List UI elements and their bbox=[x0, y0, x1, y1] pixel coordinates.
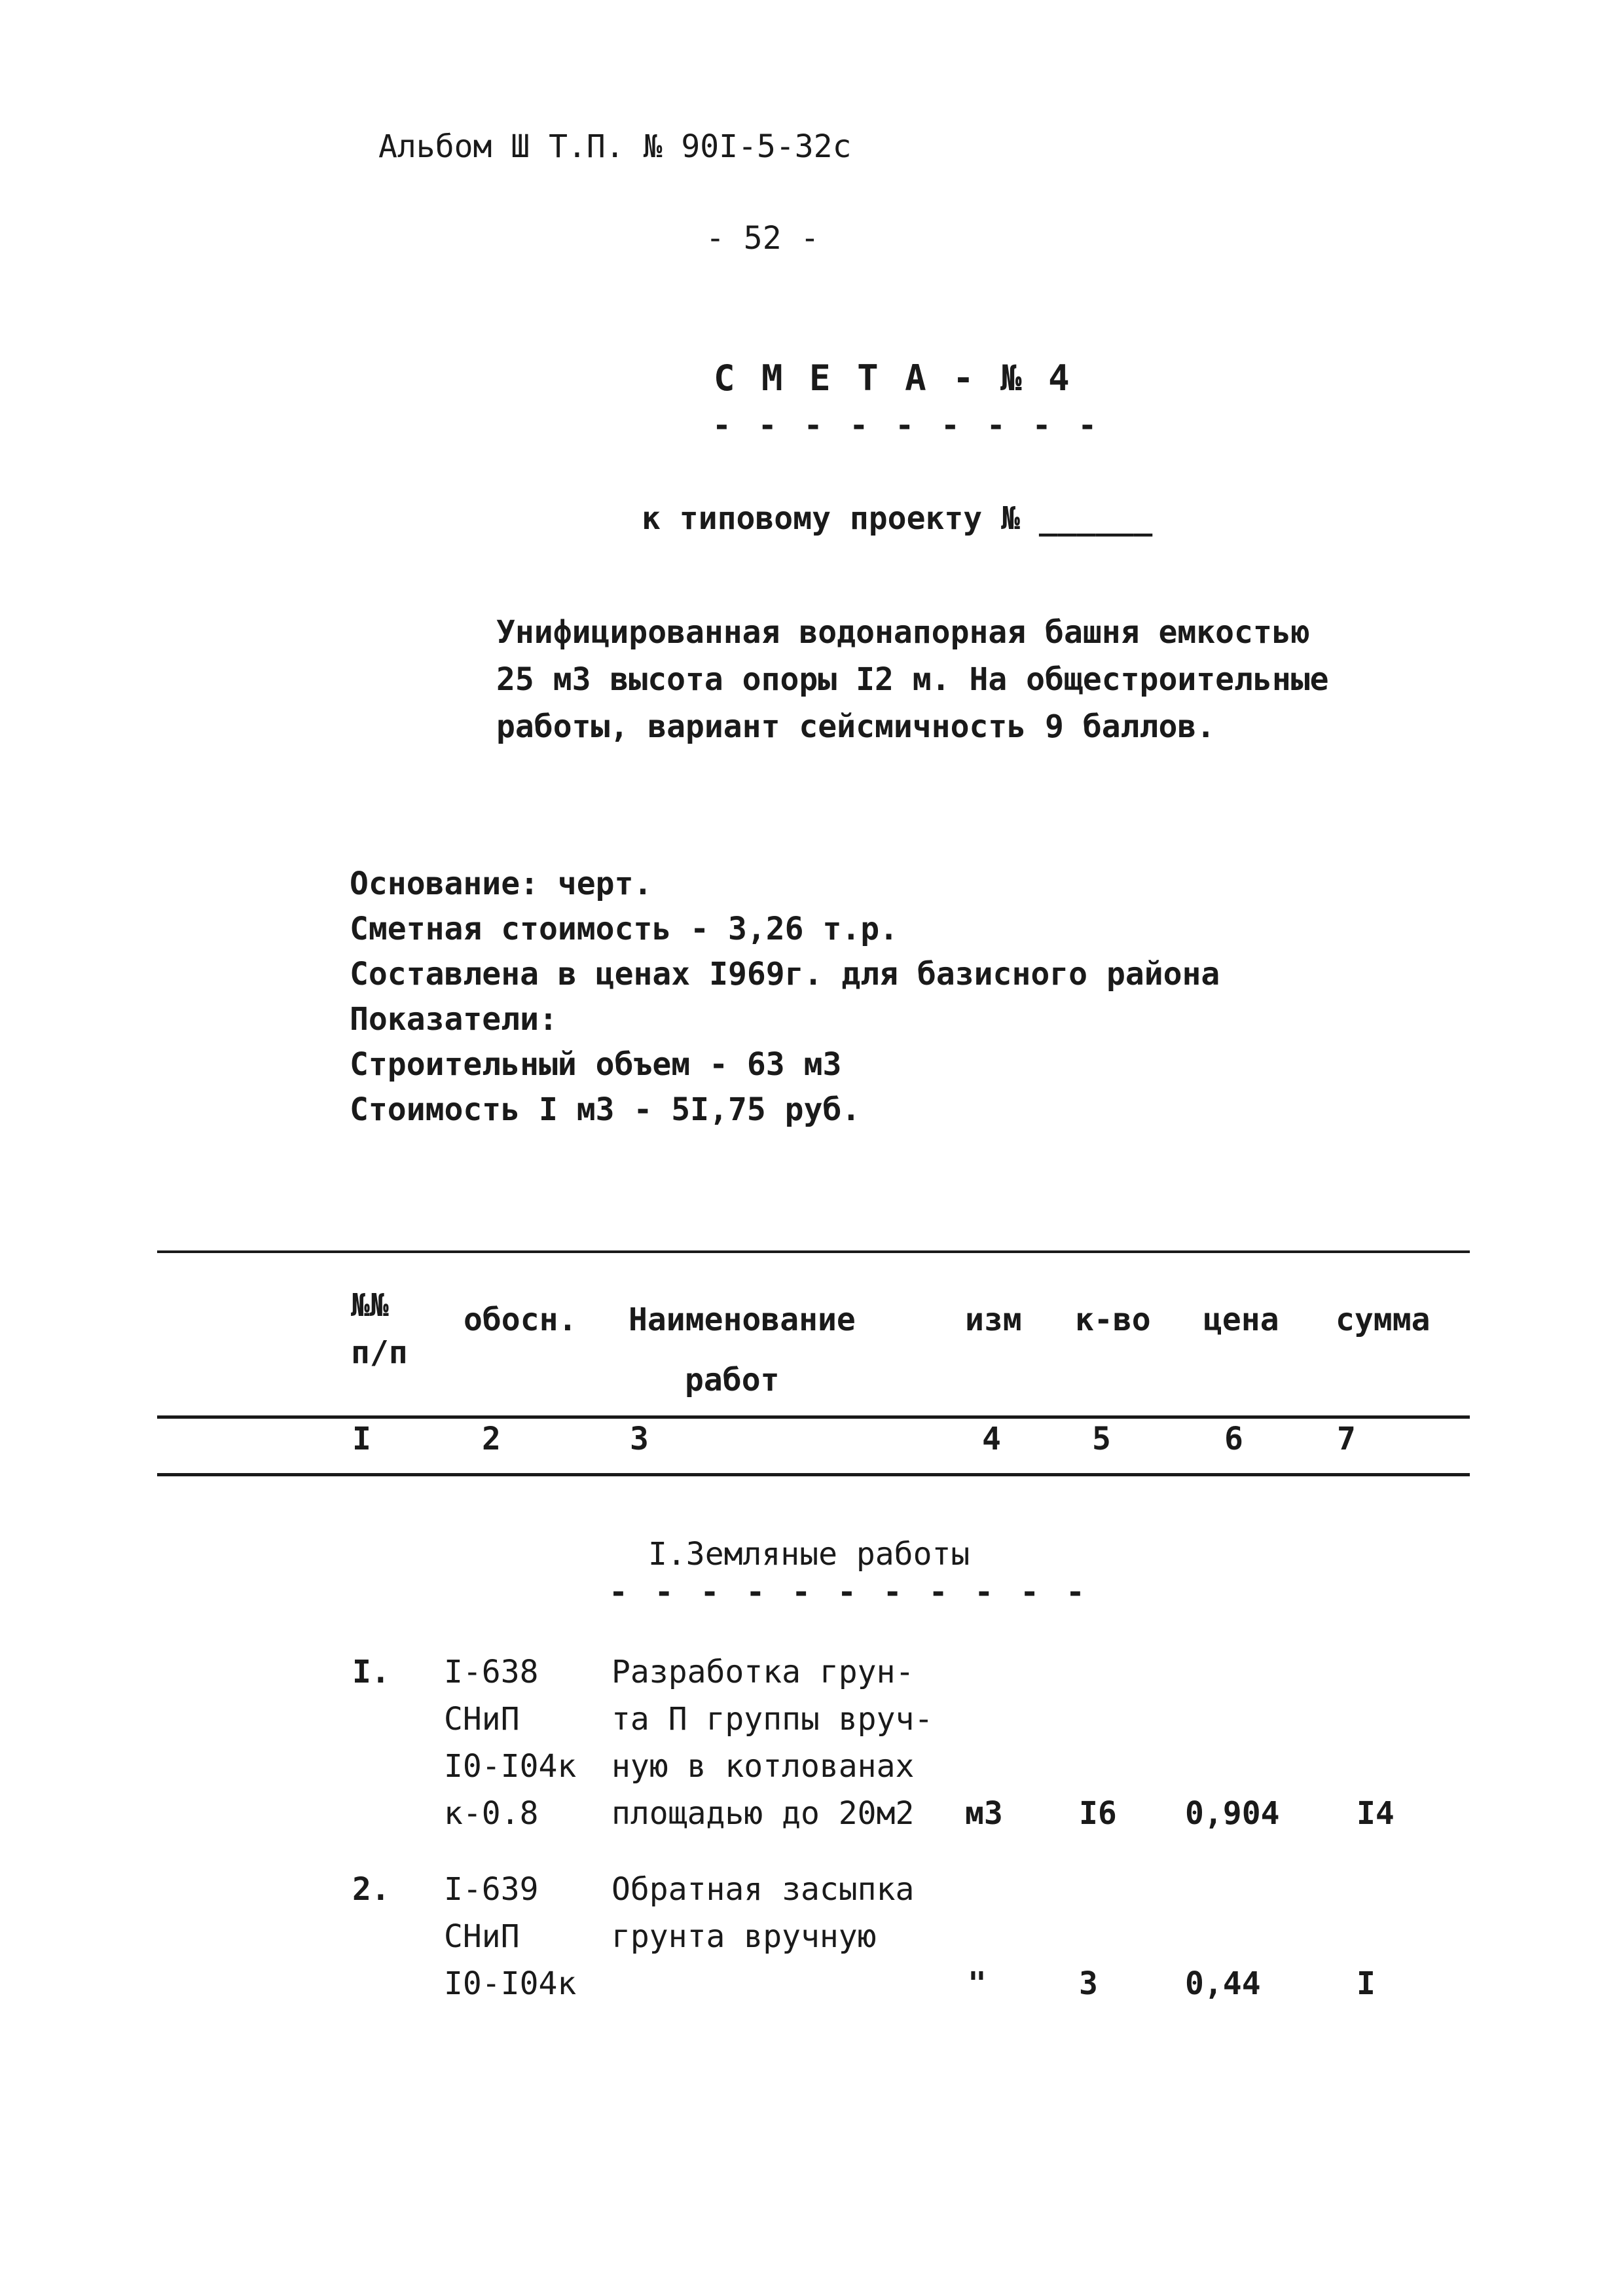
name-line: Разработка грун- bbox=[611, 1654, 915, 1690]
header-price: цена bbox=[1203, 1302, 1279, 1338]
row-qty: I6 bbox=[1079, 1795, 1117, 1832]
header-sum: сумма bbox=[1336, 1302, 1431, 1338]
header-qty: к-во bbox=[1075, 1302, 1151, 1338]
row-basis bbox=[444, 1649, 576, 1837]
info-prices: Составлена в ценах I969г. для базисного района bbox=[350, 956, 1220, 993]
row-price: 0,904 bbox=[1185, 1795, 1280, 1832]
section-underline: - - - - - - - - - - - bbox=[609, 1574, 1089, 1611]
basis-line: СНиП bbox=[444, 1701, 520, 1738]
row-number: I. bbox=[352, 1654, 390, 1690]
table-number-rule bbox=[157, 1473, 1470, 1476]
basis-line: I-639 bbox=[444, 1871, 539, 1908]
colnum: 4 bbox=[982, 1421, 1001, 1457]
description-line: работы, вариант сейсмичность 9 баллов. bbox=[496, 708, 1216, 745]
info-basis: Основание: черт. bbox=[350, 866, 653, 902]
row-basis bbox=[444, 1866, 576, 2007]
name-line: та П группы вруч- bbox=[611, 1701, 934, 1738]
basis-line: к-0.8 bbox=[444, 1795, 539, 1832]
header-name-line1: Наименование bbox=[629, 1302, 856, 1338]
colnum: 5 bbox=[1092, 1421, 1111, 1457]
info-estimated-cost: Сметная стоимость - 3,26 т.р. bbox=[350, 911, 899, 947]
table-top-rule bbox=[157, 1250, 1470, 1253]
name-line: площадью до 20м2 bbox=[611, 1795, 915, 1832]
header-num-line2: п/п bbox=[351, 1334, 408, 1371]
title-underline: - - - - - - - - - bbox=[712, 407, 1101, 444]
row-name bbox=[611, 1649, 933, 1837]
row-number: 2. bbox=[352, 1871, 390, 1908]
info-block bbox=[350, 862, 1220, 1133]
row-name bbox=[611, 1866, 914, 1960]
header-num bbox=[351, 1282, 408, 1376]
info-unit-cost: Стоимость I м3 - 5I,75 руб. bbox=[350, 1091, 861, 1128]
row-sum: I4 bbox=[1357, 1795, 1395, 1832]
colnum: 3 bbox=[630, 1421, 649, 1457]
album-reference: Альбом Ш Т.П. № 90I-5-32с bbox=[378, 128, 852, 165]
row-unit: м3 bbox=[965, 1795, 1003, 1832]
name-line: ную в котлованах bbox=[611, 1748, 915, 1785]
header-name-line2: работ bbox=[685, 1362, 780, 1398]
description-line: 25 м3 высота опоры I2 м. На общестроительные bbox=[496, 661, 1329, 698]
page-number: - 52 - bbox=[706, 220, 820, 257]
subtitle-text: к типовому проекту № bbox=[642, 500, 1020, 537]
subtitle-blank: ______ bbox=[1038, 500, 1153, 537]
header-unit: изм bbox=[965, 1302, 1022, 1338]
row-sum: I bbox=[1357, 1965, 1376, 2002]
colnum: 7 bbox=[1337, 1421, 1356, 1457]
row-unit: " bbox=[968, 1965, 987, 2002]
document-title: С М Е Т А - № 4 bbox=[714, 357, 1072, 399]
row-price: 0,44 bbox=[1185, 1965, 1261, 2002]
info-indicators: Показатели: bbox=[350, 1001, 558, 1038]
basis-line: I-638 bbox=[444, 1654, 539, 1690]
header-num-line1: №№ bbox=[351, 1287, 389, 1324]
project-subtitle bbox=[642, 500, 1152, 537]
colnum: I bbox=[352, 1421, 371, 1457]
info-volume: Строительный объем - 63 м3 bbox=[350, 1046, 842, 1083]
description-block bbox=[496, 609, 1329, 750]
description-line: Унифицированная водонапорная башня емкостью bbox=[496, 614, 1310, 651]
colnum: 6 bbox=[1224, 1421, 1243, 1457]
section-title: I.Земляные работы bbox=[648, 1536, 970, 1573]
table-header-rule bbox=[157, 1415, 1470, 1419]
name-line: Обратная засыпка bbox=[611, 1871, 915, 1908]
basis-line: I0-I04к bbox=[444, 1965, 577, 2002]
basis-line: I0-I04к bbox=[444, 1748, 577, 1785]
name-line: грунта вручную bbox=[611, 1918, 877, 1955]
colnum: 2 bbox=[482, 1421, 501, 1457]
header-basis: обосн. bbox=[464, 1302, 577, 1338]
row-qty: 3 bbox=[1079, 1965, 1098, 2002]
basis-line: СНиП bbox=[444, 1918, 520, 1955]
